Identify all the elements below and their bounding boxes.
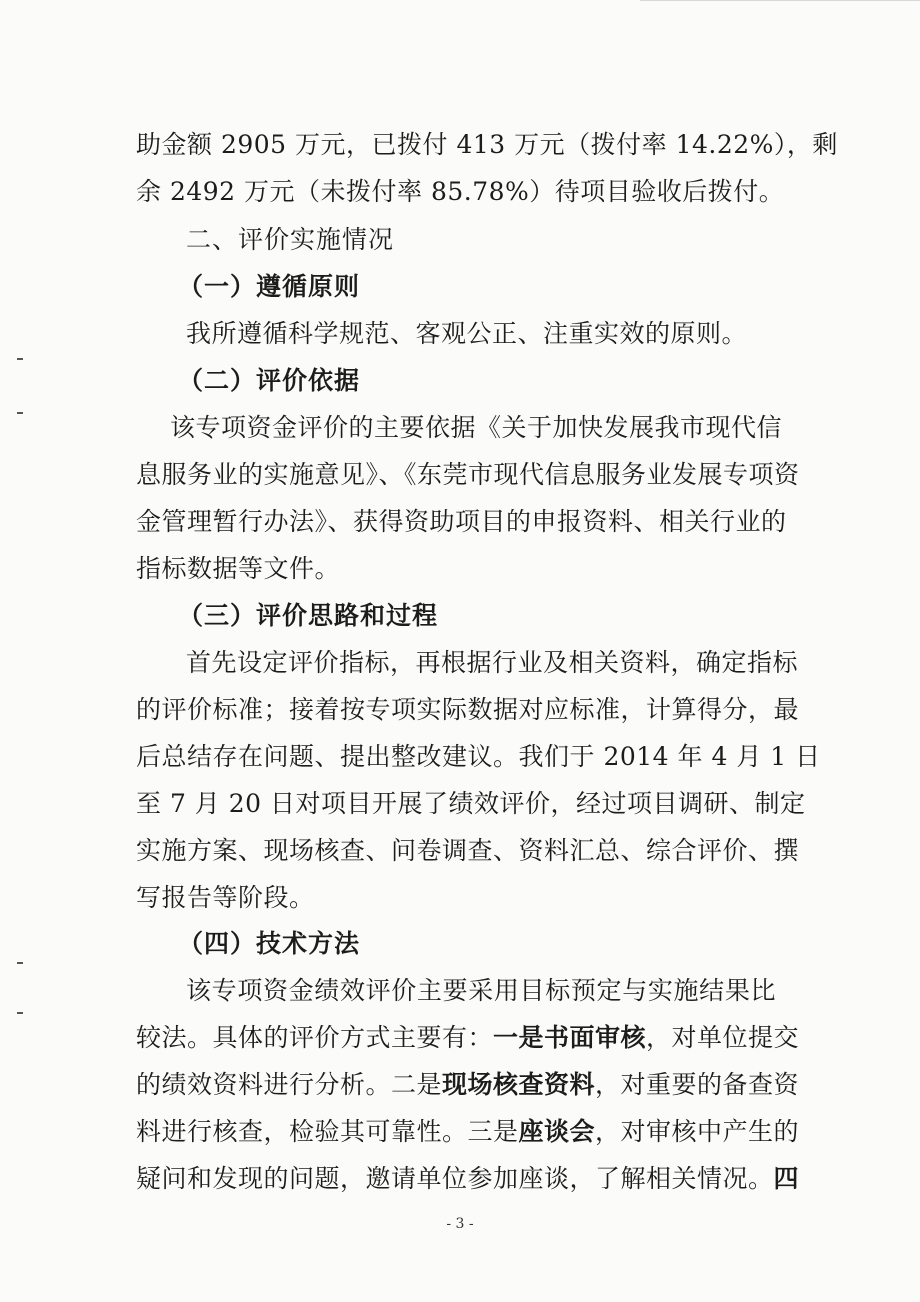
paragraph-line: 该专项资金绩效评价主要采用目标预定与实施结果比 — [186, 976, 776, 1005]
margin-mark — [17, 412, 23, 414]
paragraph-line: 写报告等阶段。 — [136, 883, 315, 912]
text-run: 料进行核查，检验其可靠性。三是 — [136, 1117, 519, 1146]
emphasis-text: 一是书面审核 — [493, 1023, 647, 1052]
text-run: 的绩效资料进行分析。二是 — [136, 1070, 443, 1099]
paragraph-line: 后总结存在问题、提出整改建议。我们于 2014 年 4 月 1 日 — [136, 742, 821, 771]
paragraph-line: 指标数据等文件。 — [136, 554, 341, 583]
section-heading: 二、评价实施情况 — [186, 225, 395, 254]
paragraph-line: 我所遵循科学规范、客观公正、注重实效的原则。 — [186, 319, 748, 348]
paragraph-line — [136, 1115, 800, 1149]
emphasis-text: 座谈会 — [518, 1117, 596, 1146]
paragraph-line: 金管理暂行办法》、获得资助项目的申报资料、相关行业的 — [136, 507, 787, 536]
paragraph-line: 实施方案、现场核查、问卷调查、资料汇总、综合评价、撰 — [136, 836, 800, 865]
paragraph-line: 首先设定评价指标，再根据行业及相关资料，确定指标 — [186, 648, 799, 677]
margin-mark — [17, 1012, 23, 1014]
subsection-heading: （四）技术方法 — [178, 929, 361, 958]
subsection-heading: （一）遵循原则 — [178, 272, 361, 301]
text-run: ，对重要的备查资 — [595, 1070, 800, 1099]
paragraph-line: 余 2492 万元（未拨付率 85.78%）待项目验收后拨付。 — [136, 177, 785, 206]
emphasis-text: 现场核查资料 — [442, 1070, 596, 1099]
paragraph-line: 助金额 2905 万元，已拨付 413 万元（拨付率 14.22%），剩 — [136, 130, 838, 159]
paragraph-line — [136, 1162, 800, 1196]
margin-mark — [17, 962, 23, 964]
paragraph-line — [136, 1068, 800, 1102]
text-run: ，对单位提交 — [646, 1023, 800, 1052]
paragraph-line: 的评价标准；接着按专项实际数据对应标准，计算得分，最 — [136, 695, 800, 724]
text-run: 疑问和发现的问题，邀请单位参加座谈，了解相关情况。 — [136, 1164, 774, 1193]
paragraph-line: 至 7 月 20 日对项目开展了绩效评价，经过项目调研、制定 — [136, 789, 806, 818]
emphasis-text: 四 — [773, 1164, 800, 1193]
paragraph-line: 息服务业的实施意见》、《东莞市现代信息服务业发展专项资 — [136, 460, 800, 489]
paragraph-line — [136, 1021, 800, 1055]
page-number: - 3 - — [446, 1216, 474, 1232]
margin-mark — [17, 358, 23, 360]
text-run: ，对审核中产生的 — [595, 1117, 800, 1146]
paragraph-line: 该专项资金评价的主要依据《关于加快发展我市现代信 — [170, 413, 783, 442]
subsection-heading: （二）评价依据 — [178, 366, 361, 395]
text-run: 较法。具体的评价方式主要有： — [136, 1023, 494, 1052]
scan-edge-line — [640, 0, 920, 1]
subsection-heading: （三）评价思路和过程 — [178, 601, 439, 630]
